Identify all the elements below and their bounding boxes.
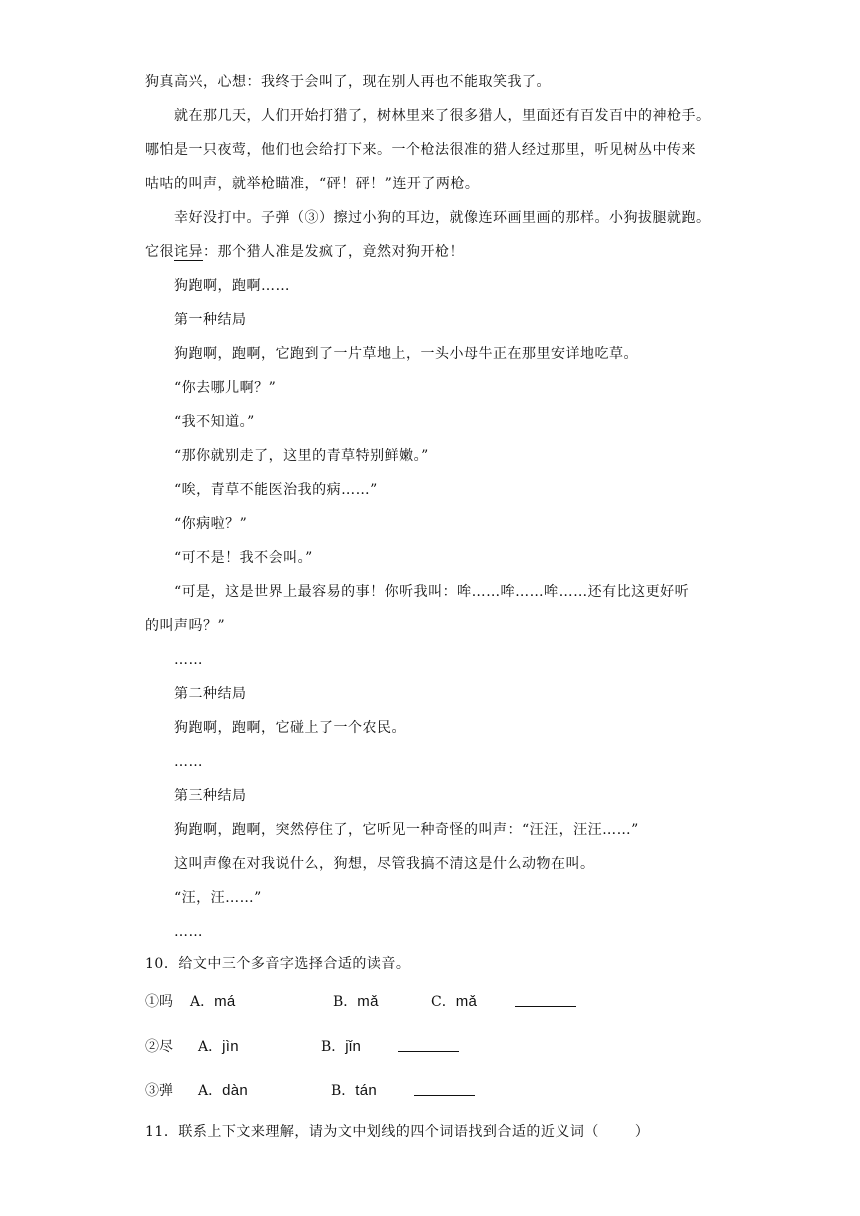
paragraph: 狗跑啊，跑啊，它碰上了一个农民。: [174, 720, 406, 736]
paragraph-line: [145, 242, 464, 262]
answer-blank[interactable]: [398, 1037, 459, 1058]
option-letter: B．: [321, 1039, 346, 1055]
text: 它很: [145, 244, 174, 260]
option-a: [198, 1081, 248, 1101]
text: ：那个猎人准是发疯了，竟然对狗开枪！: [203, 244, 464, 260]
dialogue-line: “唉，青草不能医治我的病……”: [174, 482, 378, 498]
option-letter: A．: [190, 994, 215, 1010]
pinyin: dàn: [222, 1082, 249, 1099]
pinyin: jǐn: [345, 1038, 362, 1055]
pinyin: tán: [355, 1082, 378, 1099]
option-letter: B．: [331, 1083, 356, 1099]
paragraph: 这叫声像在对我说什么，狗想，尽管我搞不清这是什么动物在叫。: [174, 856, 595, 872]
paragraph-line: 哪怕是一只夜莺，他们也会给打下来。一个枪法很准的猎人经过那里，听见树丛中传来: [145, 142, 696, 158]
option-letter: C．: [431, 994, 456, 1010]
pinyin: mǎ: [357, 993, 379, 1010]
dialogue-line: “可是，这是世界上最容易的事！你听我叫：哞……哞……哞……还有比这更好听: [174, 584, 690, 600]
section-title: 第二种结局: [174, 686, 247, 702]
question-text: 11．联系上下文来理解，请为文中划线的四个词语找到合适的近义词（: [145, 1124, 599, 1140]
paragraph: 就在那几天，人们开始打猎了，树林里来了很多猎人，里面还有百发百中的神枪手。: [174, 108, 711, 124]
dialogue-line: 的叫声吗？”: [145, 618, 226, 634]
question-stem: [145, 1122, 649, 1142]
dialogue-line: “你病啦？”: [174, 516, 248, 532]
paragraph: 狗跑啊，跑啊，它跑到了一片草地上，一头小母牛正在那里安详地吃草。: [174, 346, 638, 362]
paragraph: 狗跑啊，跑啊……: [174, 278, 290, 294]
question-text: ）: [634, 1124, 650, 1140]
pinyin: jìn: [222, 1038, 239, 1055]
option-letter: A．: [198, 1039, 223, 1055]
dialogue-line: “汪，汪……”: [174, 890, 262, 906]
dialogue-line: “我不知道。”: [174, 414, 255, 430]
answer-blank[interactable]: [414, 1081, 475, 1102]
paragraph-line: 咕咕的叫声，就举枪瞄准，“砰！砰！”连开了两枪。: [145, 176, 480, 192]
answer-blank[interactable]: [515, 992, 576, 1013]
dialogue-line: “可不是！我不会叫。”: [174, 550, 313, 566]
section-title: 第三种结局: [174, 788, 247, 804]
paragraph: 狗真高兴，心想：我终于会叫了，现在别人再也不能取笑我了。: [145, 74, 551, 90]
option-a: [198, 1037, 239, 1057]
option-b: [321, 1037, 361, 1057]
item-label: ②尽: [145, 1039, 173, 1055]
pinyin: mǎ: [455, 993, 478, 1010]
pinyin: má: [214, 993, 236, 1010]
option-b: [331, 1081, 377, 1101]
option-letter: A．: [198, 1083, 223, 1099]
dialogue-line: “那你就别走了，这里的青草特别鲜嫩。”: [174, 448, 429, 464]
option-b: [333, 992, 379, 1012]
item-label: ③弹: [145, 1083, 173, 1099]
paragraph: 幸好没打中。子弹（③）擦过小狗的耳边，就像连环画里画的那样。小狗拔腿就跑。: [174, 210, 711, 226]
question-stem: 10．给文中三个多音字选择合适的读音。: [145, 956, 411, 972]
section-title: 第一种结局: [174, 312, 247, 328]
option-a: [190, 992, 236, 1012]
dialogue-line: “你去哪儿啊？”: [174, 380, 277, 396]
option-letter: B．: [333, 994, 358, 1010]
ellipsis: ……: [174, 652, 203, 668]
paragraph: 狗跑啊，跑啊，突然停住了，它听见一种奇怪的叫声：“汪汪，汪汪……”: [174, 822, 639, 838]
item-label: ①吗: [145, 994, 173, 1010]
ellipsis: ……: [174, 754, 203, 770]
option-c: [431, 992, 477, 1012]
underlined-word: 诧异: [174, 244, 203, 260]
ellipsis: ……: [174, 924, 203, 940]
